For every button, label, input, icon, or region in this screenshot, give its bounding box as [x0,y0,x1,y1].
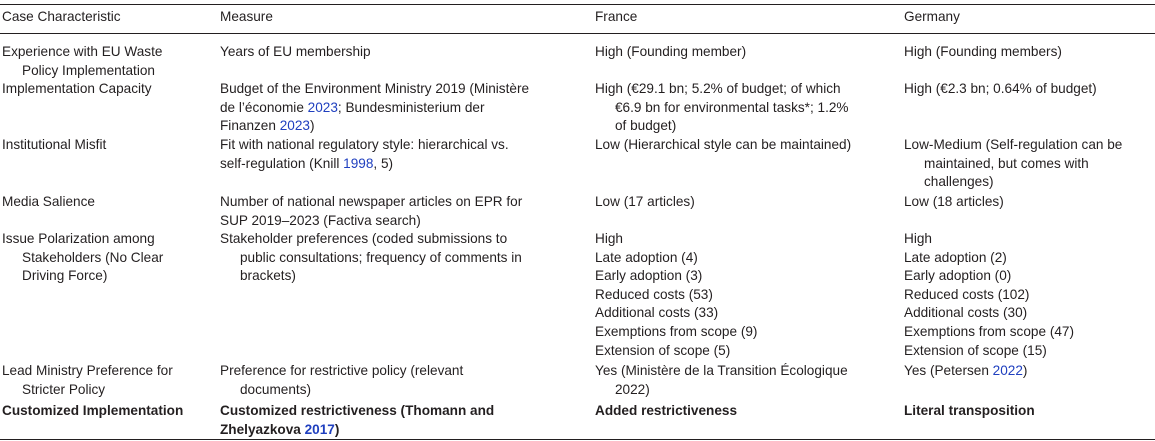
header-germany: Germany [904,9,960,24]
header-france: France [595,9,638,24]
citation-link-thomann-2017[interactable]: 2017 [304,421,335,437]
list-item: Late adoption (4) [595,249,698,265]
row-customized-characteristic: Customized Implementation [2,403,184,418]
list-item: Exemptions from scope (9) [595,323,758,339]
list-item: Additional costs (33) [595,305,719,321]
list-item: Extension of scope (15) [904,342,1047,358]
header-case-characteristic: Case Characteristic [2,9,121,24]
row-ministry-measure: Preference for restrictive policy (relevant documents) [220,363,464,397]
citation-link-knill-1998[interactable]: 1998 [343,155,374,171]
row-media-characteristic: Media Salience [2,194,95,209]
row-media-germany: Low (18 articles) [904,194,1004,209]
row-capacity-france: High (€29.1 bn; 5.2% of budget; of which €6.9 bn for environmental tasks*; 1.2% of budget) [595,81,849,134]
row-misfit-germany: Low-Medium (Self-regulation can be maintained, but comes with challenges) [904,137,1123,190]
row-capacity-measure: Budget of the Environment Ministry 2019 (Ministère de l’économie 2023; Bundesministerium der Finanzen 2023) [220,81,530,134]
list-item: Early adoption (3) [595,268,703,284]
row-ministry-france: Yes (Ministère de la Transition Écologique 2022) [595,363,848,397]
list-item: Reduced costs (53) [595,286,713,302]
row-customized-france: Added restrictiveness [595,403,738,418]
row-capacity-germany: High (€2.3 bn; 0.64% of budget) [904,81,1097,96]
row-media-france: Low (17 articles) [595,194,695,209]
list-item: Early adoption (0) [904,268,1012,284]
list-item: Reduced costs (102) [904,286,1030,302]
list-item: High [904,231,932,246]
row-misfit-characteristic: Institutional Misfit [2,137,107,152]
row-media-measure: Number of national newspaper articles on EPR for SUP 2019–2023 (Factiva search) [220,194,523,228]
row-experience-france: High (Founding member) [595,44,747,59]
row-misfit-measure: Fit with national regulatory style: hierarchical vs. self-regulation (Knill 1998, 5) [220,137,509,171]
row-ministry-characteristic: Lead Ministry Preference for Stricter Policy [2,363,173,397]
list-item: Exemptions from scope (47) [904,323,1074,339]
citation-link-finanzen-2023[interactable]: 2023 [279,118,310,134]
header-measure: Measure [220,9,273,24]
row-customized-germany: Literal transposition [904,403,1035,418]
citation-link-ministere-2023[interactable]: 2023 [307,99,338,115]
table-header-rule [0,33,1155,34]
row-polarization-germany [904,230,1074,360]
table-bottom-rule [0,439,1155,440]
row-polarization-france [595,230,757,360]
row-ministry-germany: Yes (Petersen 2022) [904,363,1028,378]
list-item: High [595,231,623,246]
list-item: Extension of scope (5) [595,342,731,358]
list-item: Late adoption (2) [904,249,1007,265]
row-misfit-france: Low (Hierarchical style can be maintained) [595,137,852,152]
row-polarization-characteristic: Issue Polarization among Stakeholders (No Clear Driving Force) [2,231,164,284]
row-capacity-characteristic: Implementation Capacity [2,81,152,96]
row-experience-characteristic: Experience with EU Waste Policy Implementation [2,44,163,78]
list-item: Additional costs (30) [904,305,1028,321]
row-polarization-measure: Stakeholder preferences (coded submissions to public consultations; frequency of comments in brackets) [220,231,522,284]
row-customized-measure: Customized restrictiveness (Thomann and Zhelyazkova 2017) [220,403,495,437]
row-experience-measure: Years of EU membership [220,44,371,59]
table-top-rule [0,4,1155,5]
row-experience-germany: High (Founding members) [904,44,1062,59]
citation-link-petersen-2022[interactable]: 2022 [992,363,1023,378]
